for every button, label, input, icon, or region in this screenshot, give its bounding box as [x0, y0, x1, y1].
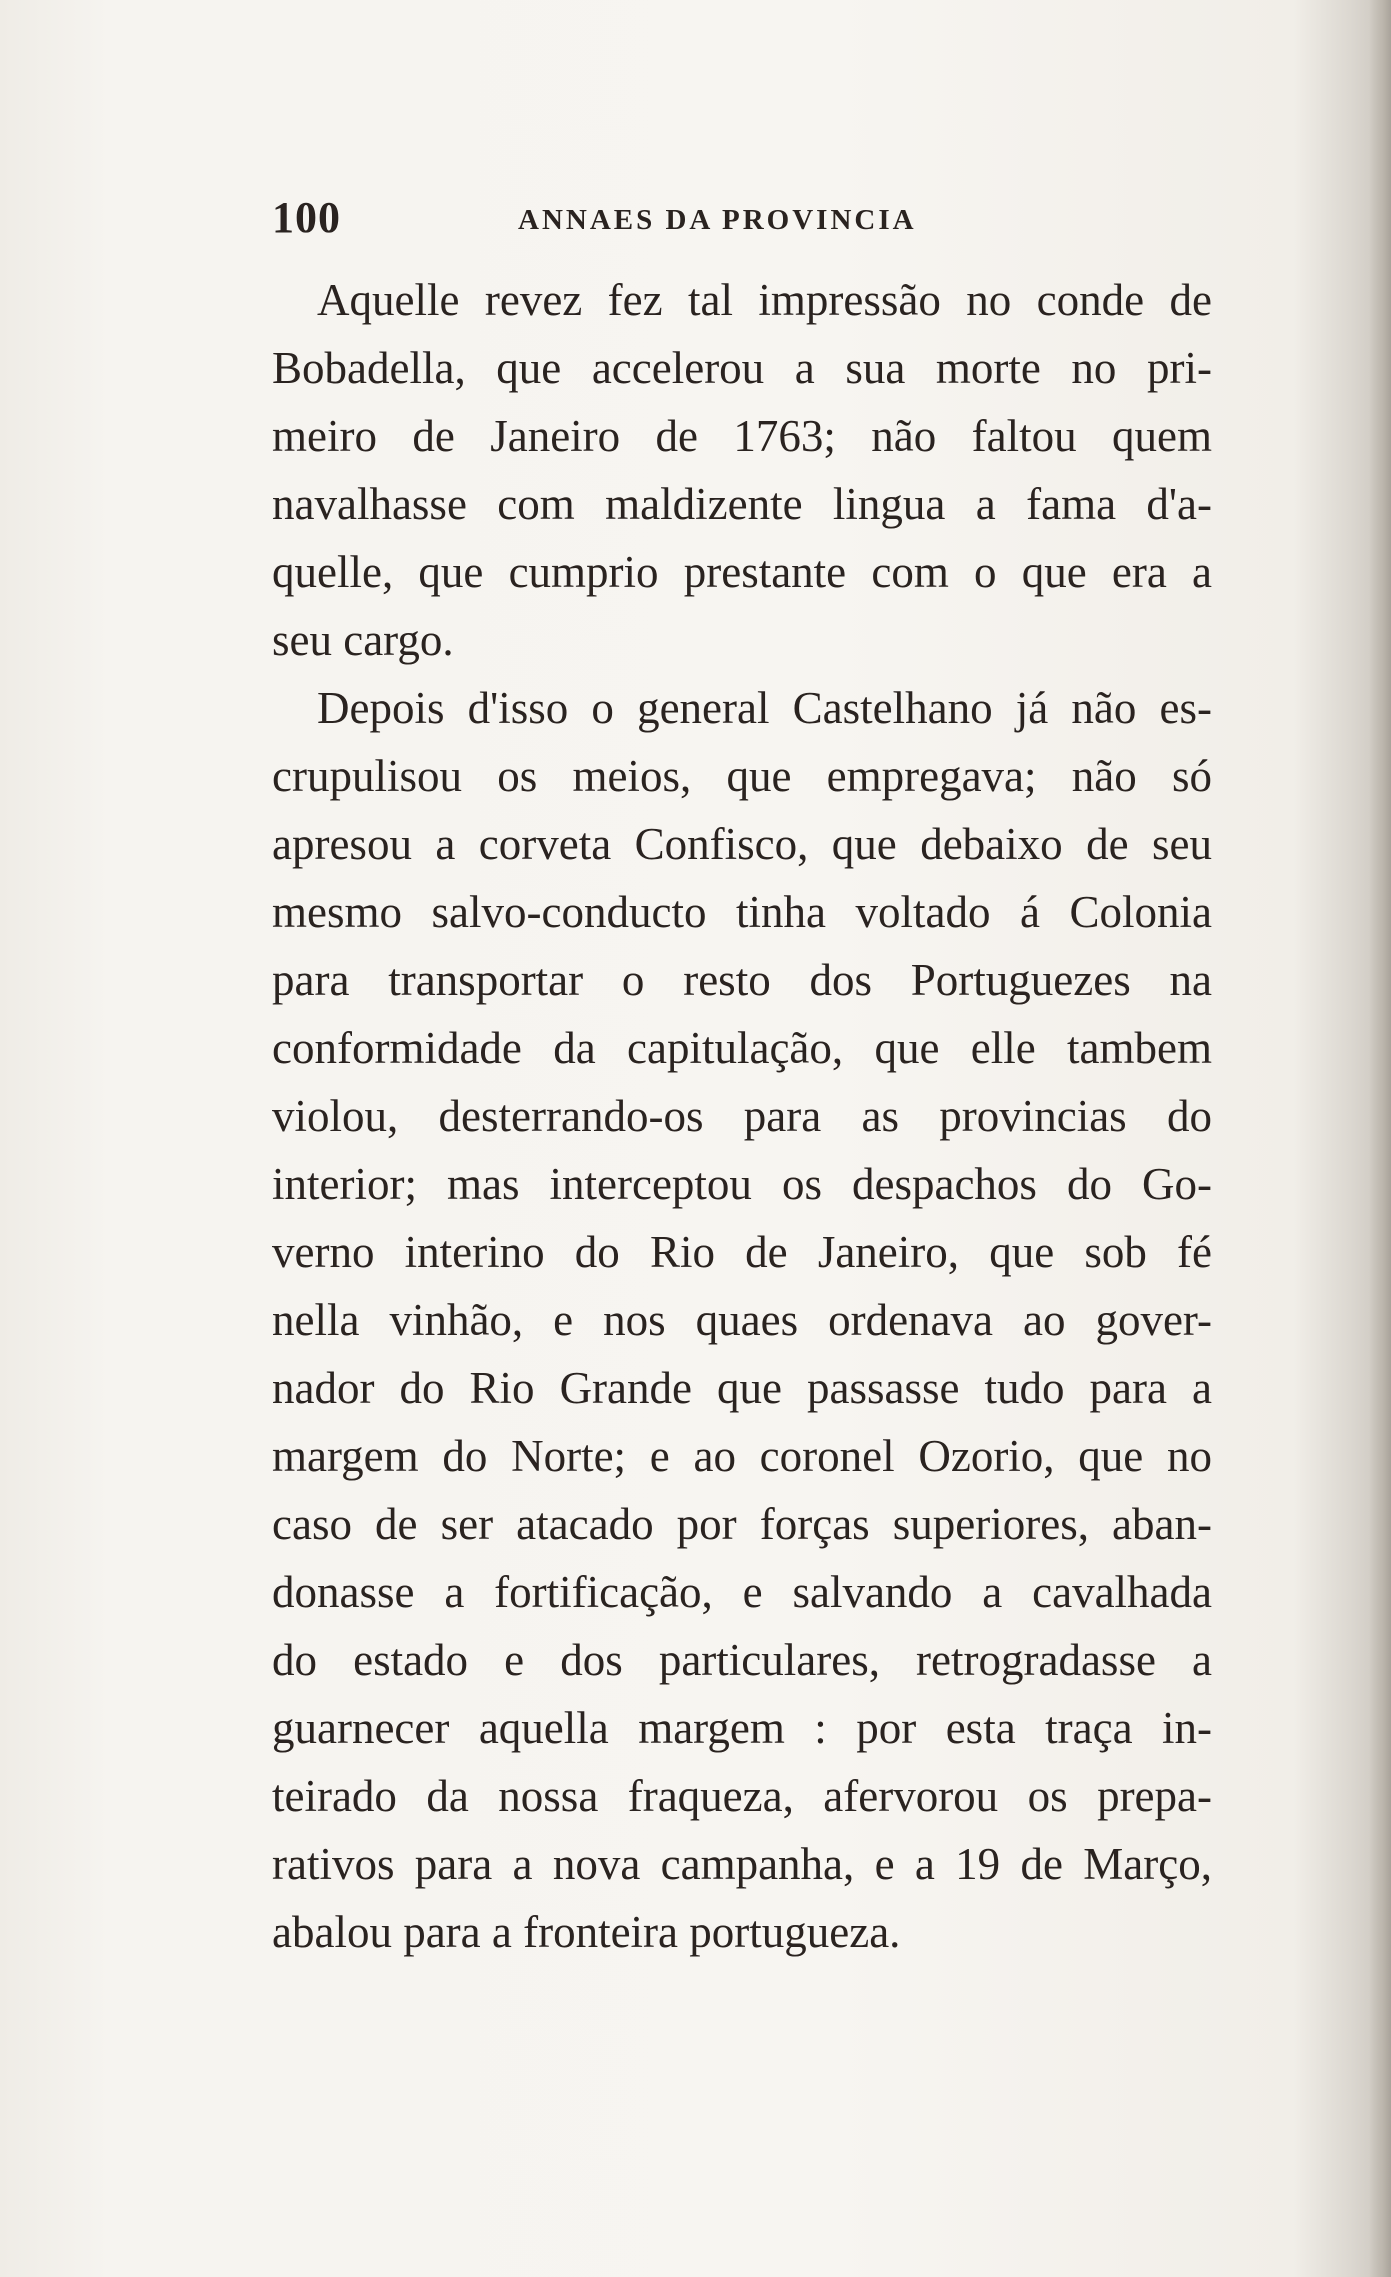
body-text [272, 266, 1212, 1966]
text-line: seu cargo. [272, 615, 454, 665]
text-line: margem do Norte; e ao coronel Ozorio, que no [272, 1431, 1212, 1481]
page-header [272, 192, 1222, 252]
text-line: nador do Rio Grande que passasse tudo para a [272, 1363, 1212, 1413]
text-line: rativos para a nova campanha, e a 19 de Março, [272, 1839, 1212, 1889]
text-line: conformidade da capitulação, que elle tambem [272, 1023, 1212, 1073]
text-line: nella vinhão, e nos quaes ordenava ao gover- [272, 1295, 1212, 1345]
text-line: do estado e dos particulares, retrogradasse a [272, 1635, 1212, 1685]
paragraph [272, 266, 1212, 674]
text-line: mesmo salvo-conducto tinha voltado á Colonia [272, 887, 1212, 937]
text-line: meiro de Janeiro de 1763; não faltou quem [272, 411, 1212, 461]
text-line: crupulisou os meios, que empregava; não só [272, 751, 1212, 801]
text-line: interior; mas interceptou os despachos do Go- [272, 1159, 1212, 1209]
text-line: donasse a fortificação, e salvando a cavalhada [272, 1567, 1212, 1617]
text-line: navalhasse com maldizente lingua a fama d'a- [272, 479, 1212, 529]
page-number: 100 [272, 193, 341, 242]
text-line: Depois d'isso o general Castelhano já não es- [317, 683, 1212, 733]
running-title: ANNAES DA PROVINCIA [518, 204, 917, 236]
text-line: guarnecer aquella margem : por esta traça in- [272, 1703, 1212, 1753]
text-line: teirado da nossa fraqueza, afervorou os prepa- [272, 1771, 1212, 1821]
text-line: apresou a corveta Confisco, que debaixo de seu [272, 819, 1212, 869]
paragraph [272, 674, 1212, 1966]
text-line: quelle, que cumprio prestante com o que era a [272, 547, 1212, 597]
text-line: verno interino do Rio de Janeiro, que sob fé [272, 1227, 1212, 1277]
text-line: Bobadella, que accelerou a sua morte no pri- [272, 343, 1212, 393]
page-edge-shadow [1369, 0, 1391, 2277]
text-line: abalou para a fronteira portugueza. [272, 1907, 901, 1957]
text-line: Aquelle revez fez tal impressão no conde de [317, 275, 1212, 325]
text-line: caso de ser atacado por forças superiores, aban- [272, 1499, 1212, 1549]
text-line: para transportar o resto dos Portuguezes na [272, 955, 1212, 1005]
text-line: violou, desterrando-os para as provincias do [272, 1091, 1212, 1141]
